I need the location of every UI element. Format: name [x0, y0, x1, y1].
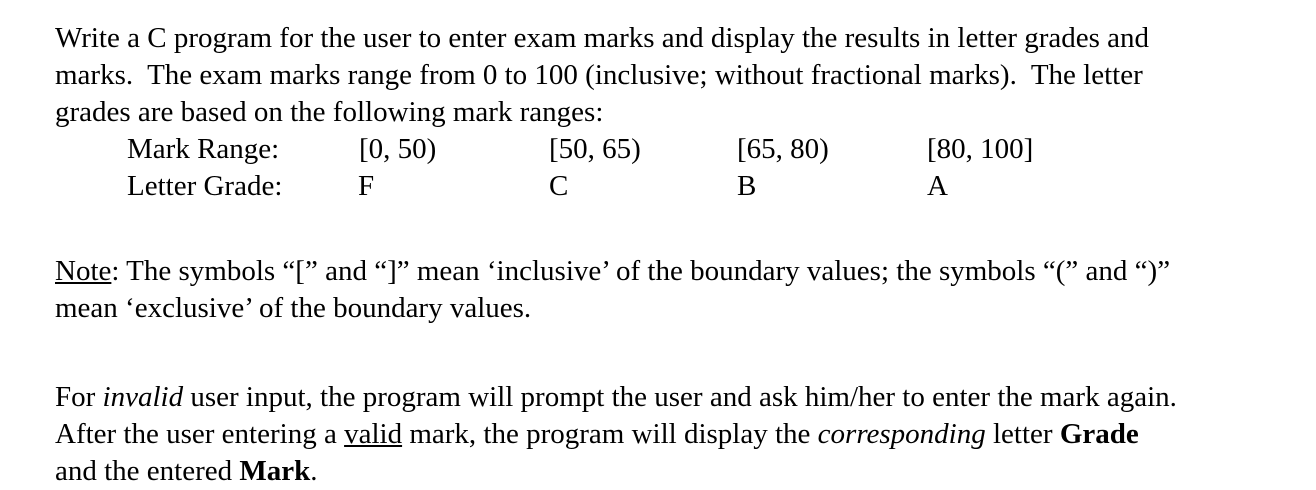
mark-range-cell: [80, 100]	[927, 133, 1034, 165]
intro-paragraph	[55, 20, 1305, 131]
instructions-line-3	[55, 453, 1305, 490]
intro-line-2: marks. The exam marks range from 0 to 100 (inclusive; without fractional marks). The letter	[55, 59, 1143, 91]
assignment-document	[55, 20, 1305, 490]
note-line-2: mean ‘exclusive’ of the boundary values.	[55, 292, 532, 324]
instructions-line-2	[55, 416, 1305, 453]
invalid-emphasis: invalid	[102, 381, 184, 413]
letter-grade-cell: B	[737, 170, 757, 202]
mark-range-label: Mark Range:	[127, 133, 280, 165]
letter-grade-cell: A	[927, 170, 948, 202]
grade-table	[55, 131, 1305, 205]
intro-line-1: Write a C program for the user to enter exam marks and display the results in letter grades and	[55, 22, 1150, 54]
instructions-text: For	[55, 381, 103, 413]
valid-emphasis: valid	[344, 418, 403, 450]
mark-range-cell: [0, 50)	[359, 133, 437, 165]
grade-emphasis: Grade	[1059, 418, 1139, 450]
instructions-text: user input, the program will prompt the user and ask him/her to enter the mark again.	[183, 381, 1177, 413]
note-line-1	[55, 253, 1305, 290]
instructions-text: .	[310, 455, 318, 487]
note-paragraph	[55, 253, 1305, 327]
instructions-line-1	[55, 379, 1305, 416]
instructions-text: and the entered	[55, 455, 240, 487]
intro-line-3: grades are based on the following mark ranges:	[55, 96, 604, 128]
mark-emphasis: Mark	[239, 455, 311, 487]
note-label: Note	[55, 255, 112, 287]
letter-grade-cell: F	[358, 170, 375, 202]
instructions-text: mark, the program will display the	[402, 418, 818, 450]
letter-grade-cell: C	[549, 170, 569, 202]
mark-range-cell: [65, 80)	[737, 133, 829, 165]
mark-range-cell: [50, 65)	[549, 133, 641, 165]
note-text: : The symbols “[” and “]” mean ‘inclusive’ of the boundary values; the symbols “(” and “)”	[111, 255, 1171, 287]
letter-grade-label: Letter Grade:	[127, 170, 283, 202]
corresponding-emphasis: corresponding	[817, 418, 986, 450]
instructions-text: After the user entering a	[55, 418, 345, 450]
instructions-paragraph	[55, 379, 1305, 490]
instructions-text: letter	[985, 418, 1060, 450]
